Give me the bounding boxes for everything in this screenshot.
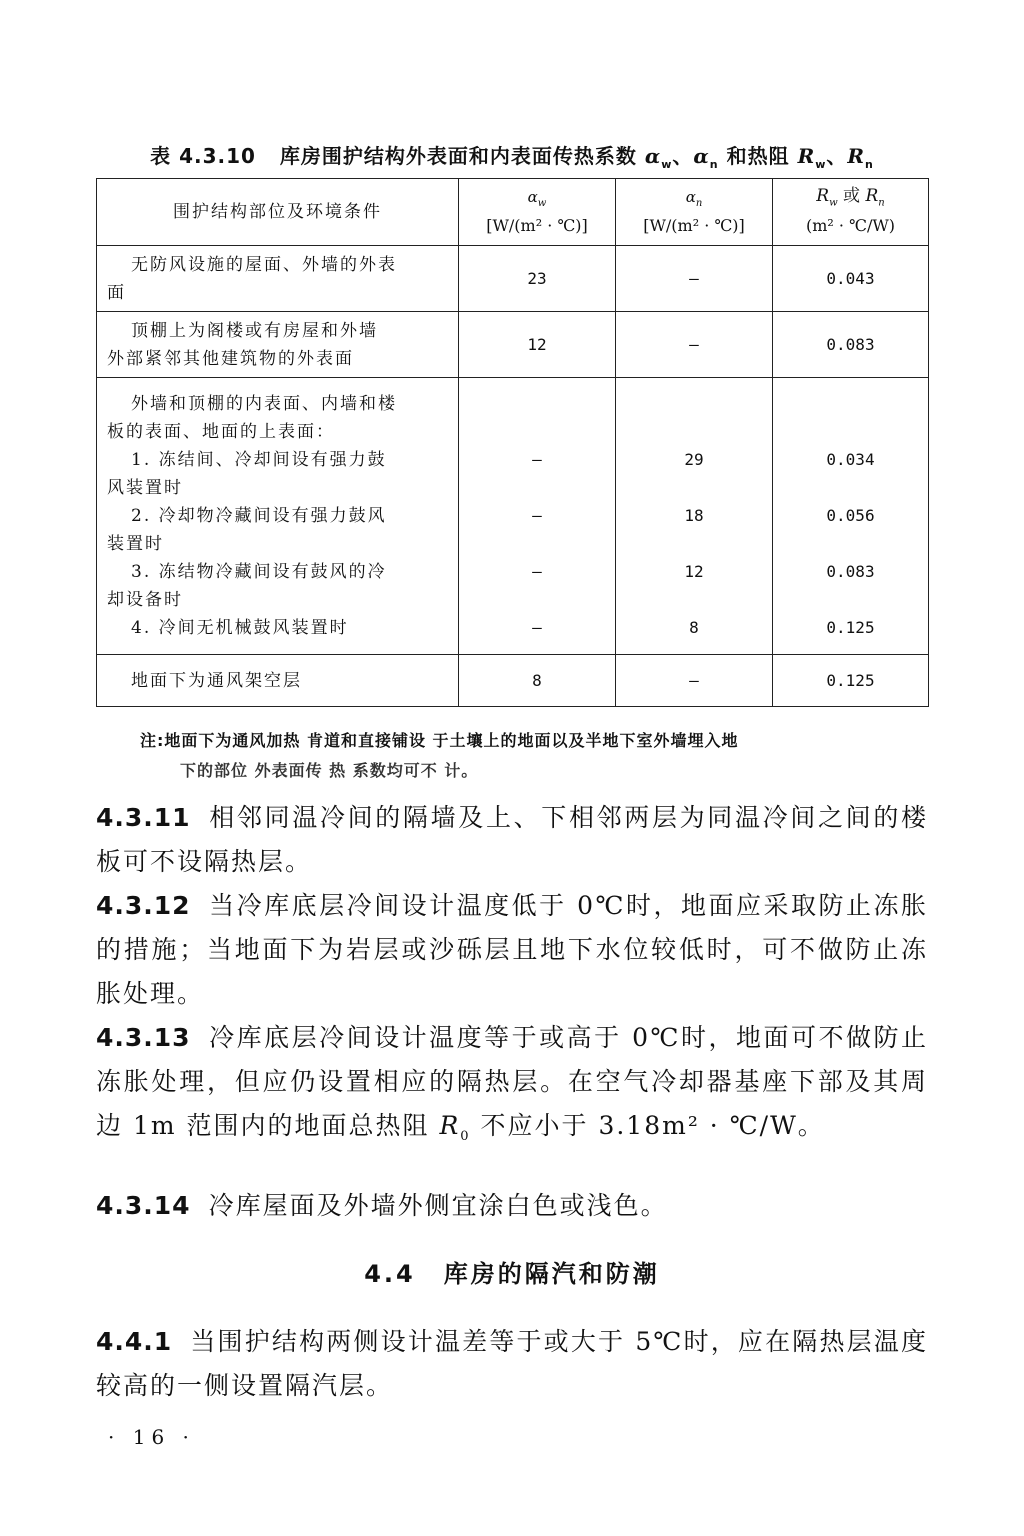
clause-text-a: 冷库底层冷间设计温度等于或高于 0℃时，地面可不做防止冻胀处理，但应仍设置相应的隔热层。在空气冷却器基座下部及其周边 1m 范围内的地面总热阻	[96, 1023, 928, 1140]
r-n-symbol: R	[847, 144, 865, 168]
row3-r-column	[773, 378, 929, 655]
table-title: 库房围护结构外表面和内表面传热系数	[279, 144, 637, 168]
row3-item1-a: 1. 冻结间、冷却间设有强力鼓	[131, 450, 387, 470]
row3-item2-an: 18	[684, 506, 704, 525]
header-r-sub2: n	[878, 197, 885, 209]
row1-cond-a: 无防风设施的屋面、外墙的外表	[131, 254, 397, 275]
row3-aw-column	[459, 378, 616, 655]
table-caption	[96, 140, 928, 171]
alpha-w-sub: w	[661, 158, 673, 171]
row3-item1-b: 风装置时	[107, 478, 183, 498]
header-an-symbol: α	[685, 187, 696, 206]
row4-r: 0.125	[773, 655, 929, 707]
clause-number: 4.3.11	[96, 803, 191, 832]
row3-item1-r: 0.034	[826, 450, 875, 469]
header-condition: 围护结构部位及环境条件	[97, 179, 459, 246]
clause-number: 4.4.1	[96, 1327, 173, 1356]
clause-text-b: 不应小于 3.18m² · ℃/W。	[470, 1111, 825, 1140]
clause-number: 4.3.12	[96, 891, 191, 920]
row1-aw: 23	[459, 246, 616, 312]
header-r-symbol: R	[816, 186, 830, 207]
r0-sub: 0	[460, 1129, 471, 1144]
row3-item3-a: 3. 冻结物冷藏间设有鼓风的冷	[131, 562, 387, 582]
table-row	[97, 378, 929, 655]
clause-4-3-13	[96, 1016, 928, 1159]
r-w-sub: w	[815, 158, 827, 171]
row3-item4-a: 4. 冷间无机械鼓风装置时	[131, 618, 349, 638]
row2-cond-a: 顶棚上为阁楼或有房屋和外墙	[131, 320, 378, 341]
section-heading: 库房的隔汽和防潮	[443, 1260, 660, 1288]
header-r-or: 或	[837, 186, 866, 207]
row3-item4-r: 0.125	[826, 618, 875, 637]
header-r-symbol2: R	[865, 186, 879, 207]
header-r	[773, 179, 929, 246]
header-aw-unit: [W/(m² · ℃)]	[486, 215, 588, 235]
clause-4-3-12	[96, 884, 928, 1016]
row2-r: 0.083	[773, 312, 929, 378]
header-aw-sub: w	[537, 197, 547, 209]
r0-symbol: R	[439, 1111, 461, 1140]
row3-item1-aw: —	[532, 450, 542, 469]
section-number: 4.4	[364, 1260, 416, 1288]
clause-number: 4.3.14	[96, 1191, 191, 1220]
caption-and: 和热阻	[718, 144, 798, 168]
row3-item3-b: 却设备时	[107, 590, 183, 610]
header-aw-symbol: α	[527, 187, 538, 206]
clause-text: 当围护结构两侧设计温差等于或大于 5℃时，应在隔热层温度较高的一侧设置隔汽层。	[96, 1327, 928, 1400]
row3-item4-aw: —	[532, 618, 542, 637]
row3-item3-aw: —	[532, 562, 542, 581]
page-number: · 16 ·	[108, 1425, 195, 1449]
clause-4-4-1	[96, 1320, 928, 1408]
clause-text: 冷库屋面及外墙外侧宜涂白色或浅色。	[208, 1191, 668, 1220]
clause-4-3-14	[96, 1184, 928, 1228]
alpha-n-sub: n	[709, 158, 719, 171]
row3-item3-r: 0.083	[826, 562, 875, 581]
row3-item2-b: 装置时	[107, 534, 164, 554]
row1-an: —	[616, 246, 773, 312]
row1-r: 0.043	[773, 246, 929, 312]
table-row	[97, 655, 929, 707]
row3-an-column	[616, 378, 773, 655]
row4-aw: 8	[459, 655, 616, 707]
row4-cond-a: 地面下为通风架空层	[131, 670, 302, 691]
row3-item2-aw: —	[532, 506, 542, 525]
row2-condition	[97, 312, 459, 378]
clause-number: 4.3.13	[96, 1023, 191, 1052]
header-an-sub: n	[695, 197, 703, 209]
clause-text: 当冷库底层冷间设计温度低于 0℃时，地面应采取防止冻胀的措施；当地面下为岩层或沙砾层且地下水位较低时，可不做防止冻胀处理。	[96, 891, 928, 1008]
row3-item2-r: 0.056	[826, 506, 875, 525]
row3-condition	[97, 378, 459, 655]
row3-item3-an: 12	[684, 562, 704, 581]
header-r-unit: (m² · ℃/W)	[805, 215, 896, 235]
table-row	[97, 246, 929, 312]
header-aw	[459, 179, 616, 246]
row2-an: —	[616, 312, 773, 378]
row3-intro-b: 板的表面、地面的上表面：	[107, 422, 335, 442]
row2-aw: 12	[459, 312, 616, 378]
row2-cond-b: 外部紧邻其他建筑物的外表面	[107, 348, 354, 369]
header-an	[616, 179, 773, 246]
caption-sep2: 、	[826, 144, 848, 168]
note-line2: 下的部位 外表面传 热 系数均可不 计。	[180, 761, 479, 780]
table-note	[140, 726, 940, 786]
table-header-row	[97, 179, 929, 246]
alpha-w-symbol: α	[644, 144, 662, 168]
clause-4-3-11	[96, 796, 928, 884]
r-w-symbol: R	[797, 144, 816, 168]
row3-item4-an: 8	[689, 618, 699, 637]
row4-an: —	[616, 655, 773, 707]
alpha-n-symbol: α	[693, 144, 710, 168]
caption-sep: 、	[672, 144, 694, 168]
section-title	[96, 1254, 928, 1289]
header-r-sub1: w	[829, 197, 838, 209]
row3-item2-a: 2. 冷却物冷藏间设有强力鼓风	[131, 506, 387, 526]
note-line1: 注:地面下为通风加热 肯道和直接铺设 于土壤上的地面以及半地下室外墙埋入地	[140, 731, 739, 750]
row3-intro-a: 外墙和顶棚的内表面、内墙和楼	[131, 394, 397, 414]
row4-condition	[97, 655, 459, 707]
table-row	[97, 312, 929, 378]
r-n-sub: n	[865, 158, 874, 171]
row1-cond-b: 面	[107, 282, 126, 303]
row3-item1-an: 29	[684, 450, 704, 469]
clause-text: 相邻同温冷间的隔墙及上、下相邻两层为同温冷间之间的楼板可不设隔热层。	[96, 803, 928, 876]
header-an-unit: [W/(m² · ℃)]	[643, 215, 745, 235]
row1-condition	[97, 246, 459, 312]
table-number: 表 4.3.10	[150, 144, 256, 168]
coefficient-table	[96, 178, 929, 707]
